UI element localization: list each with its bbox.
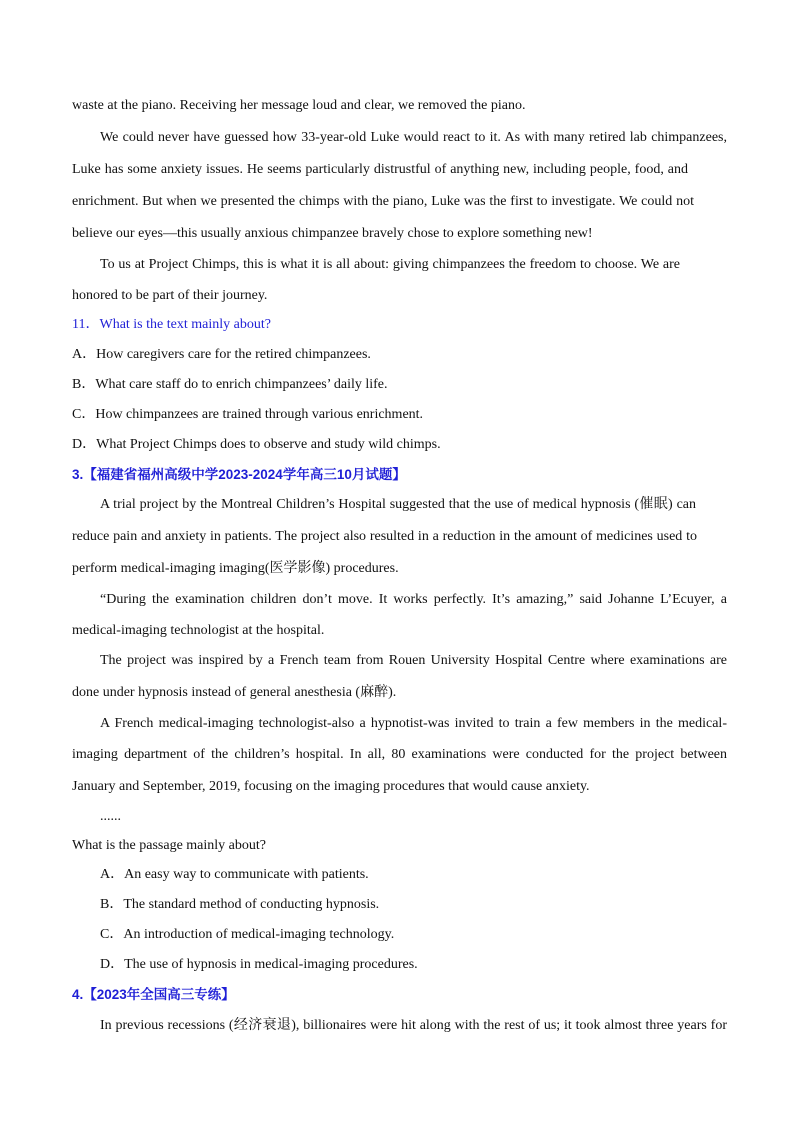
passage-line: reduce pain and anxiety in patients. The project also resulted in a reduction in the amount of medicines used to (72, 529, 697, 544)
section-heading-4: 4.【2023年全国高三专练】 (72, 987, 235, 1002)
section-heading-3: 3.【福建省福州高级中学2023-2024学年高三10月试题】 (72, 467, 406, 482)
passage-line: imaging department of the children’s hospital. In all, 80 examinations were conducted for the project between (72, 747, 727, 762)
option-d: D．The use of hypnosis in medical-imaging procedures. (100, 957, 418, 972)
option-a: A．How caregivers care for the retired chimpanzees. (72, 347, 371, 362)
passage-line: In previous recessions (经济衰退), billionaires were hit along with the rest of us; it took almost three years for (100, 1018, 727, 1033)
passage-line: honored to be part of their journey. (72, 288, 268, 303)
passage-line: We could never have guessed how 33-year-old Luke would react to it. As with many retired lab chimpanzees, (100, 130, 727, 145)
passage-line: waste at the piano. Receiving her message loud and clear, we removed the piano. (72, 98, 526, 113)
passage-line: enrichment. But when we presented the chimps with the piano, Luke was the first to investigate. We could not (72, 194, 694, 209)
passage-line: A trial project by the Montreal Children’s Hospital suggested that the use of medical hypnosis (催眠) can (100, 497, 696, 512)
passage-line: “During the examination children don’t move. It works perfectly. It’s amazing,” said Johanne L’Ecuyer, a (100, 592, 727, 607)
passage-line: A French medical-imaging technologist-also a hypnotist-was invited to train a few members in the medical- (100, 716, 727, 731)
passage-line: medical-imaging technologist at the hospital. (72, 623, 325, 638)
option-d: D．What Project Chimps does to observe and study wild chimps. (72, 437, 441, 452)
passage-line: The project was inspired by a French team from Rouen University Hospital Centre where examinations are (100, 653, 727, 668)
option-b: B．What care staff do to enrich chimpanzees’ daily life. (72, 377, 388, 392)
passage-line: done under hypnosis instead of general anesthesia (麻醉). (72, 685, 397, 700)
passage-line: Luke has some anxiety issues. He seems particularly distrustful of anything new, including people, food, and (72, 162, 688, 177)
passage-line: January and September, 2019, focusing on the imaging procedures that would cause anxiety. (72, 779, 590, 794)
option-c: C．An introduction of medical-imaging technology. (100, 927, 395, 942)
question-11: 11．What is the text mainly about? (72, 317, 271, 332)
passage-line: believe our eyes—this usually anxious chimpanzee bravely chose to explore something new! (72, 226, 593, 241)
question-text: What is the passage mainly about? (72, 838, 266, 853)
option-b: B．The standard method of conducting hypnosis. (100, 897, 380, 912)
ellipsis: ...... (100, 809, 121, 824)
option-c: C．How chimpanzees are trained through various enrichment. (72, 407, 424, 422)
option-a: A．An easy way to communicate with patients. (100, 867, 369, 882)
passage-line: perform medical-imaging imaging(医学影像) procedures. (72, 561, 399, 576)
passage-line: To us at Project Chimps, this is what it is all about: giving chimpanzees the freedom to choose. We are (100, 257, 680, 272)
